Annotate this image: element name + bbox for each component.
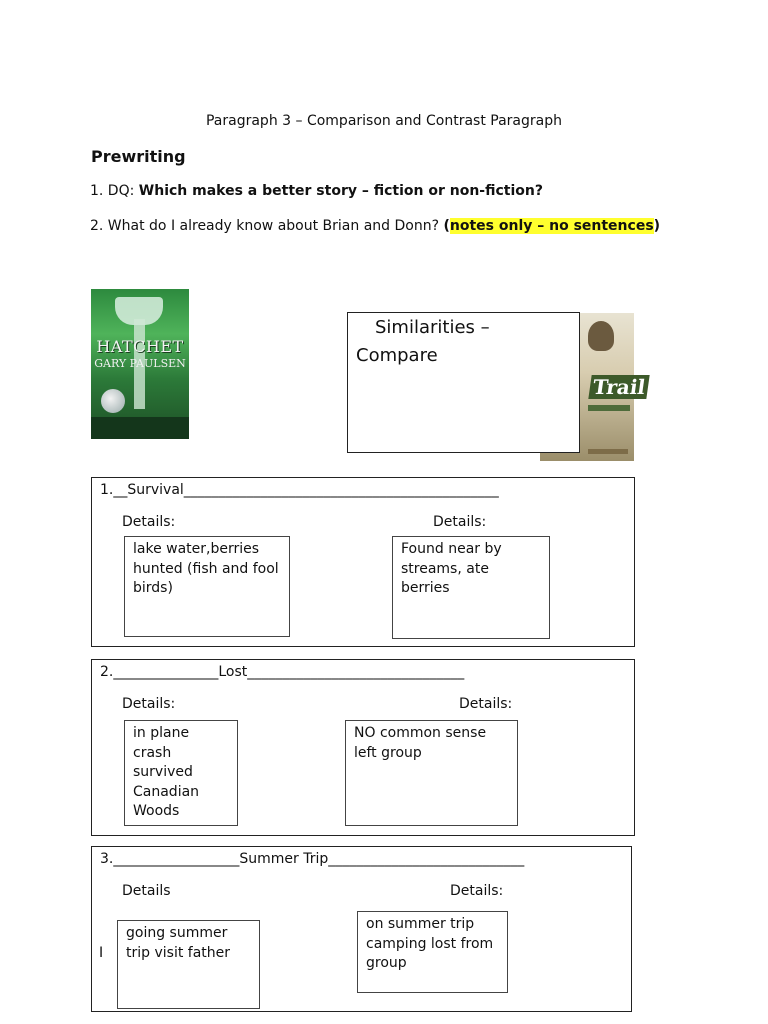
- cover-figure-shape: [588, 321, 614, 351]
- notes-box-right: [345, 720, 518, 826]
- note-line: group: [366, 955, 407, 971]
- prewriting-heading: Prewriting: [91, 147, 186, 166]
- question-1: [90, 183, 543, 199]
- similarities-label: Similarities –: [375, 317, 490, 338]
- section-title: 1.__Survival_____________________________________________: [100, 482, 499, 498]
- note-line: in plane: [133, 725, 190, 741]
- question-2-close-paren: ): [653, 218, 661, 234]
- comparison-section-2: [91, 659, 635, 836]
- notes-box-right: [392, 536, 550, 639]
- note-line: trip visit father: [126, 944, 231, 961]
- book-cover-title: Trail: [588, 375, 649, 399]
- cover-subtitle-bar: [588, 405, 630, 411]
- details-label-right: Details:: [433, 514, 487, 530]
- notes-box-left: [124, 536, 290, 637]
- similarities-box: [347, 312, 580, 453]
- note-line: Woods: [133, 803, 180, 819]
- book-cover-title: HATCHET: [96, 337, 184, 356]
- stray-mark: I: [99, 945, 104, 961]
- notes-box-left: [117, 920, 260, 1009]
- notes-box-left: [124, 720, 238, 826]
- section-title: 3.__________________Summer Trip____________________________: [100, 851, 525, 867]
- question-1-text: Which makes a better story – fiction or non-fiction?: [138, 183, 543, 199]
- note-line: streams, ate: [401, 560, 489, 577]
- note-line: crash: [133, 744, 172, 761]
- details-label-right: Details:: [459, 696, 513, 712]
- question-2-open-paren: (: [443, 218, 450, 234]
- note-line: berries: [401, 580, 450, 596]
- details-label-left: Details:: [122, 514, 176, 530]
- note-line: survived: [133, 764, 193, 780]
- question-2: [90, 218, 660, 234]
- notes-box-right: [357, 911, 508, 993]
- question-2-highlight: notes only – no sentences: [449, 218, 654, 234]
- compare-label: Compare: [356, 345, 438, 366]
- section-title: 2._______________Lost_______________________________: [100, 664, 465, 680]
- note-line: lake water,berries: [133, 541, 260, 557]
- cover-ground-shape: [91, 417, 189, 439]
- book-cover-author: GARY PAULSEN: [94, 357, 186, 370]
- question-2-prefix: 2. What do I already know about Brian and Donn?: [90, 218, 444, 234]
- details-label-left: Details: [122, 883, 171, 899]
- details-label-left: Details:: [122, 696, 176, 712]
- note-line: NO common sense: [354, 725, 487, 741]
- note-line: going summer: [126, 925, 228, 941]
- note-line: on summer trip: [366, 916, 475, 932]
- details-label-right: Details:: [450, 883, 504, 899]
- comparison-section-1: [91, 477, 635, 647]
- note-line: camping lost from: [366, 935, 494, 952]
- question-1-prefix: 1. DQ:: [90, 183, 139, 199]
- note-line: Found near by: [401, 541, 502, 557]
- note-line: birds): [133, 580, 173, 596]
- hatchet-book-cover-image: [91, 289, 189, 439]
- comparison-section-3: [91, 846, 632, 1012]
- cover-author-bar: [588, 449, 628, 454]
- page-title: Paragraph 3 – Comparison and Contrast Paragraph: [205, 113, 562, 129]
- note-line: Canadian: [133, 783, 200, 800]
- award-medal-icon: [101, 389, 125, 413]
- note-line: hunted (fish and fool: [133, 560, 279, 577]
- note-line: left group: [354, 744, 422, 761]
